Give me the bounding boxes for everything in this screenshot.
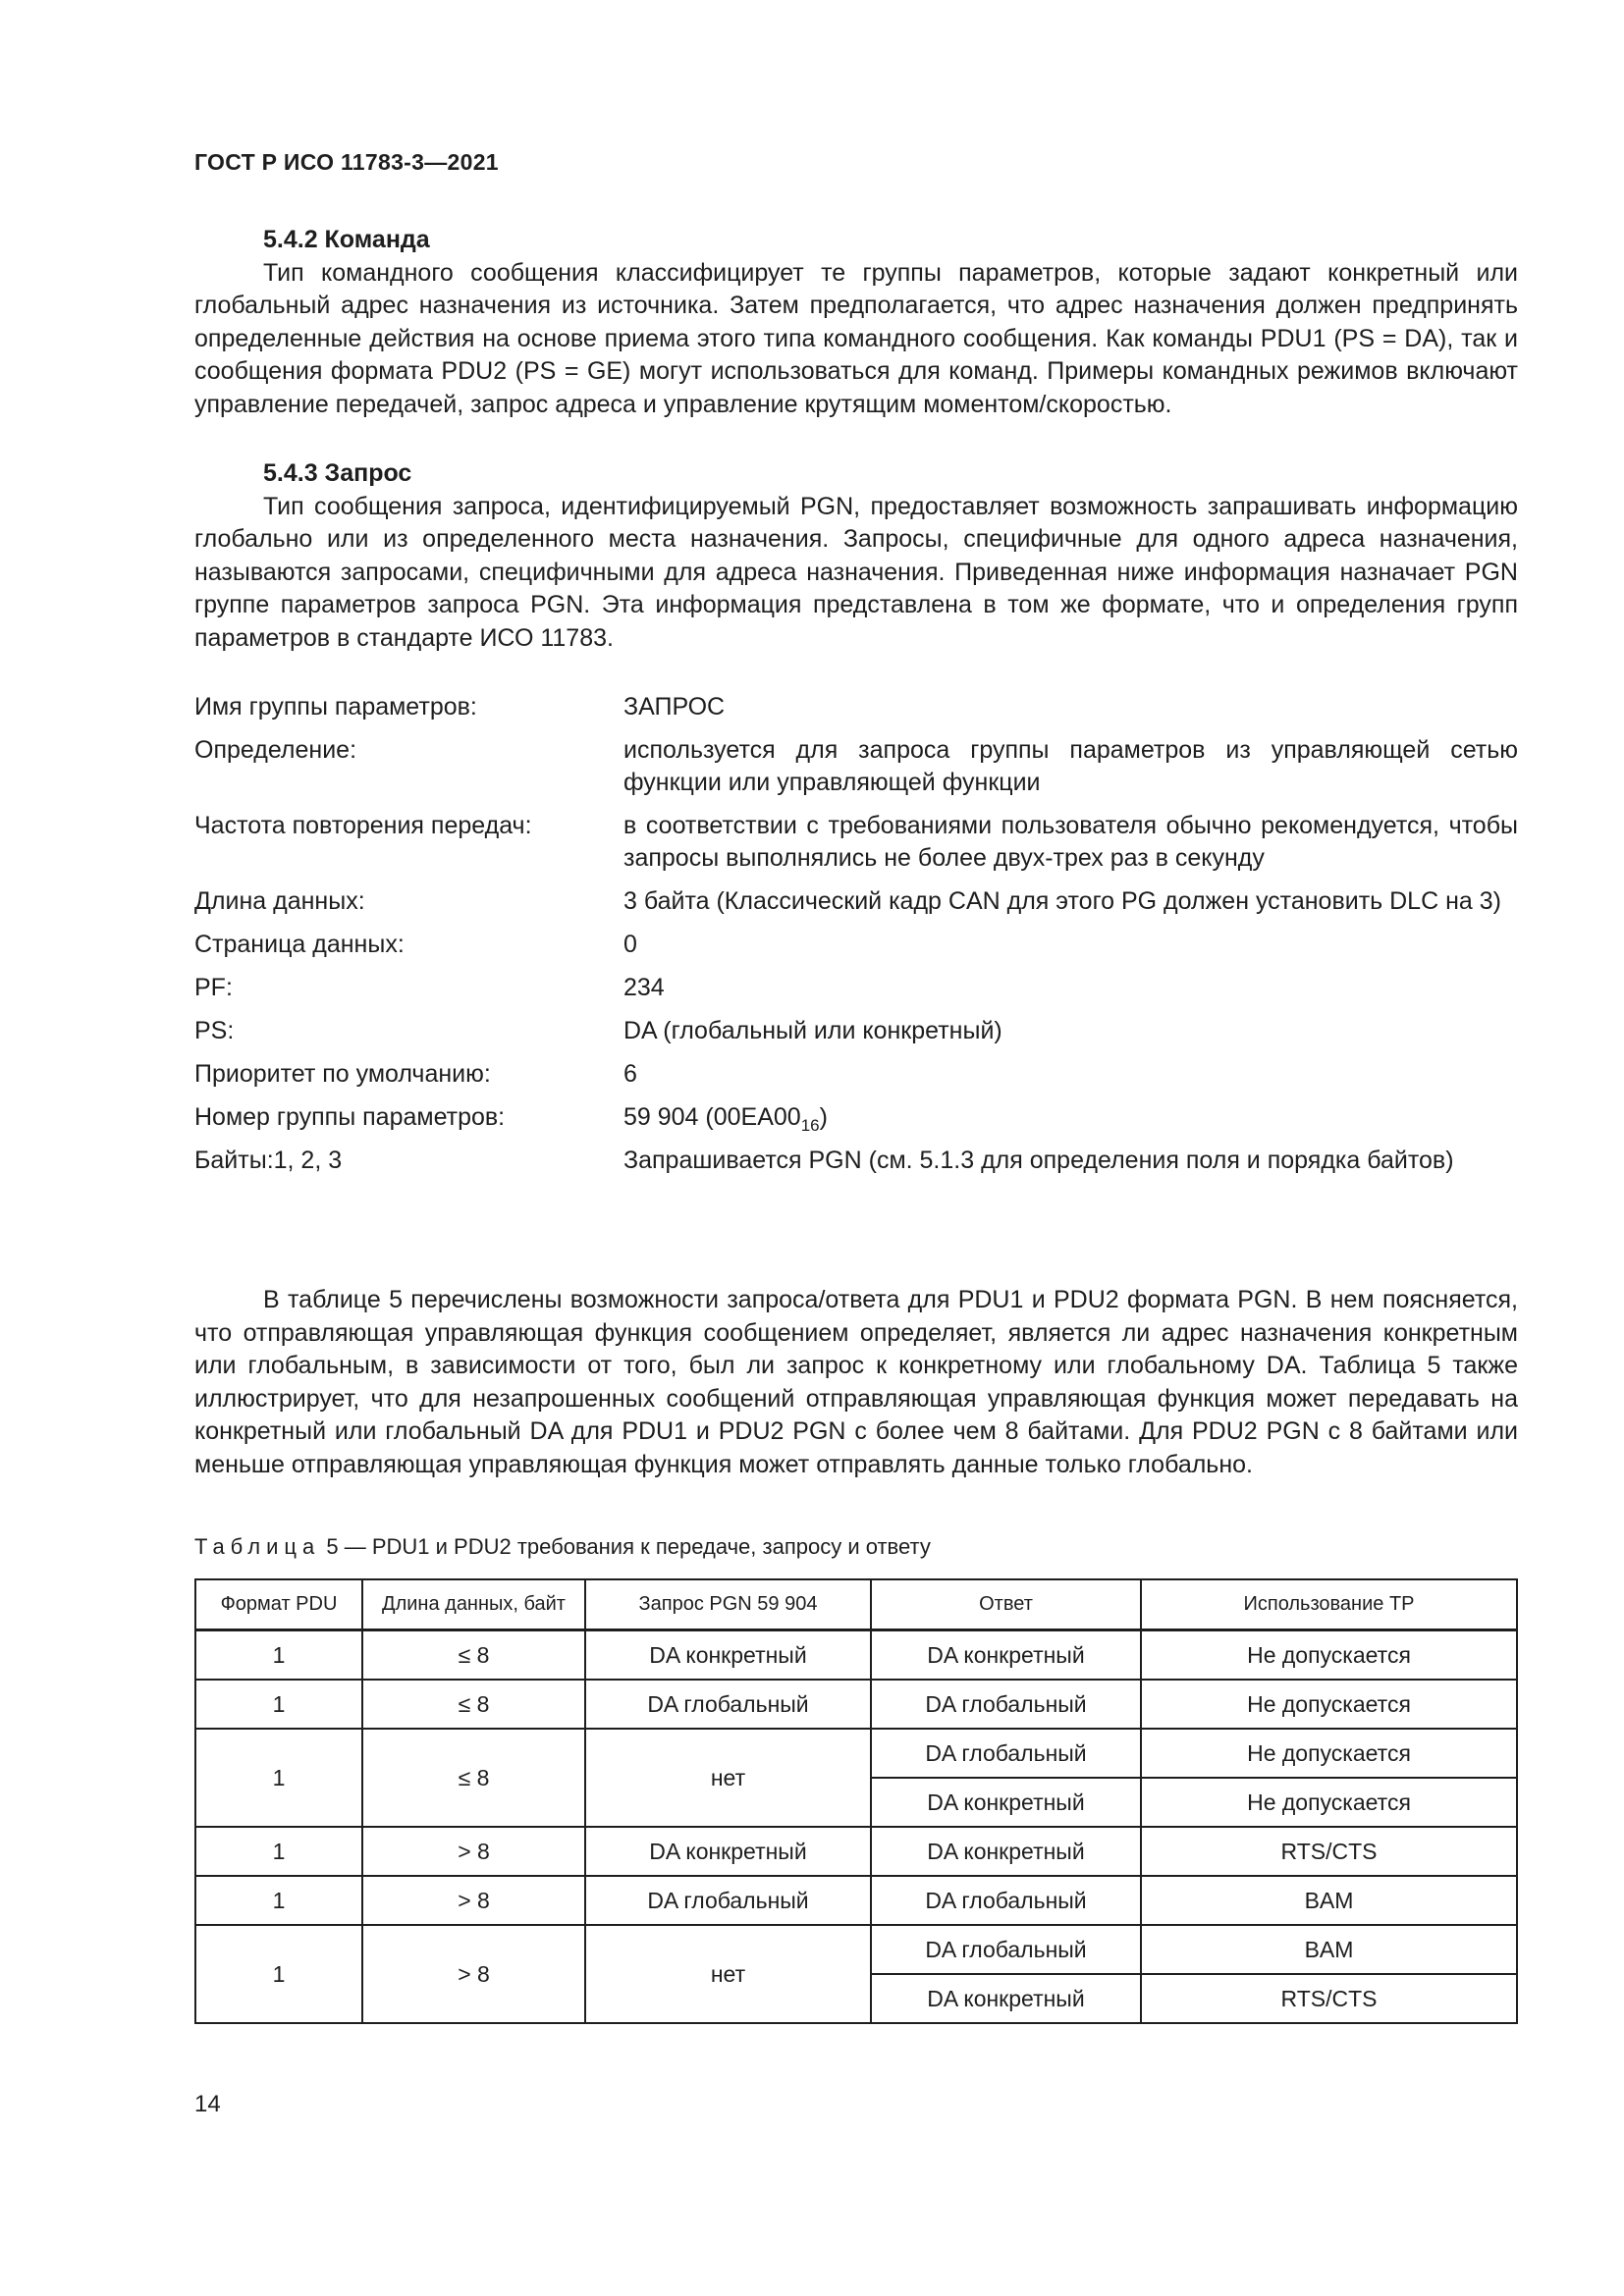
section-5-4-2	[194, 224, 1518, 421]
col-header: Длина данных, байт	[362, 1579, 585, 1630]
table-caption	[194, 1534, 931, 1560]
cell-tp: Не допускается	[1141, 1778, 1517, 1827]
cell-request: нет	[585, 1925, 871, 2023]
table-row	[195, 1630, 1517, 1681]
param-value: 3 байта (Классический кадр CAN для этого PG должен установить DLC на 3)	[623, 887, 1501, 915]
param-row	[194, 885, 1518, 918]
cell-length: ≤ 8	[362, 1630, 585, 1681]
cell-answer: DA конкретный	[871, 1630, 1141, 1681]
cell-tp: Не допускается	[1141, 1630, 1517, 1681]
param-value: в соответствии с требованиями пользователя обычно рекомендуется, чтобы запросы выполнялись не более двух-трех раз в секунду	[623, 812, 1518, 872]
cell-tp: BAM	[1141, 1925, 1517, 1974]
cell-length: ≤ 8	[362, 1729, 585, 1827]
col-header: Запрос PGN 59 904	[585, 1579, 871, 1630]
table-row	[195, 1876, 1517, 1925]
pgn-definition-list	[194, 691, 1518, 1188]
param-value: используется для запроса группы параметров из управляющей сетью функции или управляющей функции	[623, 736, 1518, 796]
table-row	[195, 1729, 1517, 1778]
param-label: Длина данных:	[194, 887, 365, 915]
page-number: 14	[194, 2091, 221, 2117]
cell-request: DA глобальный	[585, 1876, 871, 1925]
param-row	[194, 972, 1518, 1004]
cell-length: ≤ 8	[362, 1680, 585, 1729]
table-row	[195, 1925, 1517, 1974]
section-heading-5-4-3: 5.4.3 Запрос	[263, 459, 412, 487]
param-row	[194, 1101, 1518, 1134]
table5-intro-text: В таблице 5 перечислены возможности запроса/ответа для PDU1 и PDU2 формата PGN. В нем поясняется, что отправляющая управляющая функция сообщением определяет, является ли адрес назначения конкретным или глобальным, в зависимости от того, был ли запрос к конкретному или глобальному DA. Таблица 5 также иллюстрирует, что для незапрошенных сообщений отправляющая управляющая функция может передавать на конкретный или глобальный DA для PDU1 и PDU2 PGN с более чем 8 байтами. Для PDU2 PGN с 8 байтами или меньше отправляющая управляющая функция может отправлять данные только глобально.	[194, 1286, 1518, 1478]
param-label: Номер группы параметров:	[194, 1103, 506, 1131]
cell-tp: RTS/CTS	[1141, 1974, 1517, 2023]
param-row	[194, 1145, 1518, 1177]
param-value: Запрашивается PGN (см. 5.1.3 для определения поля и порядка байтов)	[623, 1147, 1454, 1174]
table-caption-text: 5 — PDU1 и PDU2 требования к передаче, запросу и ответу	[326, 1534, 931, 1559]
param-row	[194, 691, 1518, 723]
cell-format: 1	[195, 1630, 362, 1681]
cell-answer: DA глобальный	[871, 1729, 1141, 1778]
standard-header: ГОСТ Р ИСО 11783-3—2021	[194, 149, 499, 175]
param-value: ЗАПРОС	[623, 693, 726, 721]
cell-answer: DA глобальный	[871, 1876, 1141, 1925]
table-row	[195, 1827, 1517, 1876]
param-row	[194, 810, 1518, 875]
table-row	[195, 1680, 1517, 1729]
hex-subscript: 16	[800, 1116, 820, 1135]
cell-length: > 8	[362, 1925, 585, 2023]
cell-length: > 8	[362, 1876, 585, 1925]
param-value-pgn	[623, 1101, 1518, 1134]
cell-answer: DA конкретный	[871, 1827, 1141, 1876]
cell-length: > 8	[362, 1827, 585, 1876]
param-label: Частота повторения передач:	[194, 812, 532, 839]
pdu-requirements-table	[194, 1578, 1518, 2024]
cell-tp: RTS/CTS	[1141, 1827, 1517, 1876]
section-text-5-4-2: Тип командного сообщения классифицирует те группы параметров, которые задают конкретный или глобальный адрес назначения из источника. Затем предполагается, что адрес назначения должен предпринять определенные действия на основе приема этого типа командного сообщения. Как команды PDU1 (PS = DA), так и сообщения формата PDU2 (PS = GE) могут использоваться для команд. Примеры командных режимов включают управление передачей, запрос адреса и управление крутящим моментом/скоростью.	[194, 258, 1518, 418]
param-label: Страница данных:	[194, 931, 405, 958]
param-label: Имя группы параметров:	[194, 693, 477, 721]
param-value: 234	[623, 974, 665, 1001]
cell-tp: BAM	[1141, 1876, 1517, 1925]
cell-tp: Не допускается	[1141, 1680, 1517, 1729]
param-value: DA (глобальный или конкретный)	[623, 1017, 1002, 1044]
param-row	[194, 929, 1518, 961]
cell-answer: DA глобальный	[871, 1925, 1141, 1974]
cell-format: 1	[195, 1680, 362, 1729]
param-row	[194, 734, 1518, 799]
section-5-4-3	[194, 457, 1518, 655]
cell-answer: DA конкретный	[871, 1778, 1141, 1827]
cell-request: DA конкретный	[585, 1827, 871, 1876]
cell-tp: Не допускается	[1141, 1729, 1517, 1778]
section-heading-5-4-2: 5.4.2 Команда	[263, 226, 430, 253]
pgn-number: 59 904 (00EA00	[623, 1103, 801, 1131]
param-row	[194, 1015, 1518, 1047]
cell-format: 1	[195, 1876, 362, 1925]
param-label: Приоритет по умолчанию:	[194, 1060, 491, 1088]
section-text-5-4-3: Тип сообщения запроса, идентифицируемый PGN, предоставляет возможность запрашивать информацию глобально или из определенного места назначения. Запросы, специфичные для одного адреса назначения, называются запросами, специфичными для адреса назначения. Приведенная ниже информация назначает PGN группе параметров запроса PGN. Эта информация представлена в том же формате, что и определения групп параметров в стандарте ИСО 11783.	[194, 492, 1518, 652]
table-header-row	[195, 1579, 1517, 1630]
col-header: Ответ	[871, 1579, 1141, 1630]
cell-format: 1	[195, 1925, 362, 2023]
param-row	[194, 1058, 1518, 1091]
cell-answer: DA конкретный	[871, 1974, 1141, 2023]
param-label: PS:	[194, 1017, 235, 1044]
pgn-suffix: )	[819, 1103, 828, 1131]
cell-format: 1	[195, 1729, 362, 1827]
table-caption-word: Таблица	[194, 1534, 321, 1559]
cell-request: DA конкретный	[585, 1630, 871, 1681]
cell-request: DA глобальный	[585, 1680, 871, 1729]
cell-request: нет	[585, 1729, 871, 1827]
col-header: Формат PDU	[195, 1579, 362, 1630]
table5-intro	[194, 1284, 1518, 1481]
param-label: PF:	[194, 974, 233, 1001]
param-value: 6	[623, 1060, 637, 1088]
param-label: Определение:	[194, 736, 357, 764]
param-value: 0	[623, 931, 637, 958]
cell-answer: DA глобальный	[871, 1680, 1141, 1729]
cell-format: 1	[195, 1827, 362, 1876]
col-header: Использование TP	[1141, 1579, 1517, 1630]
param-label: Байты:1, 2, 3	[194, 1147, 343, 1174]
